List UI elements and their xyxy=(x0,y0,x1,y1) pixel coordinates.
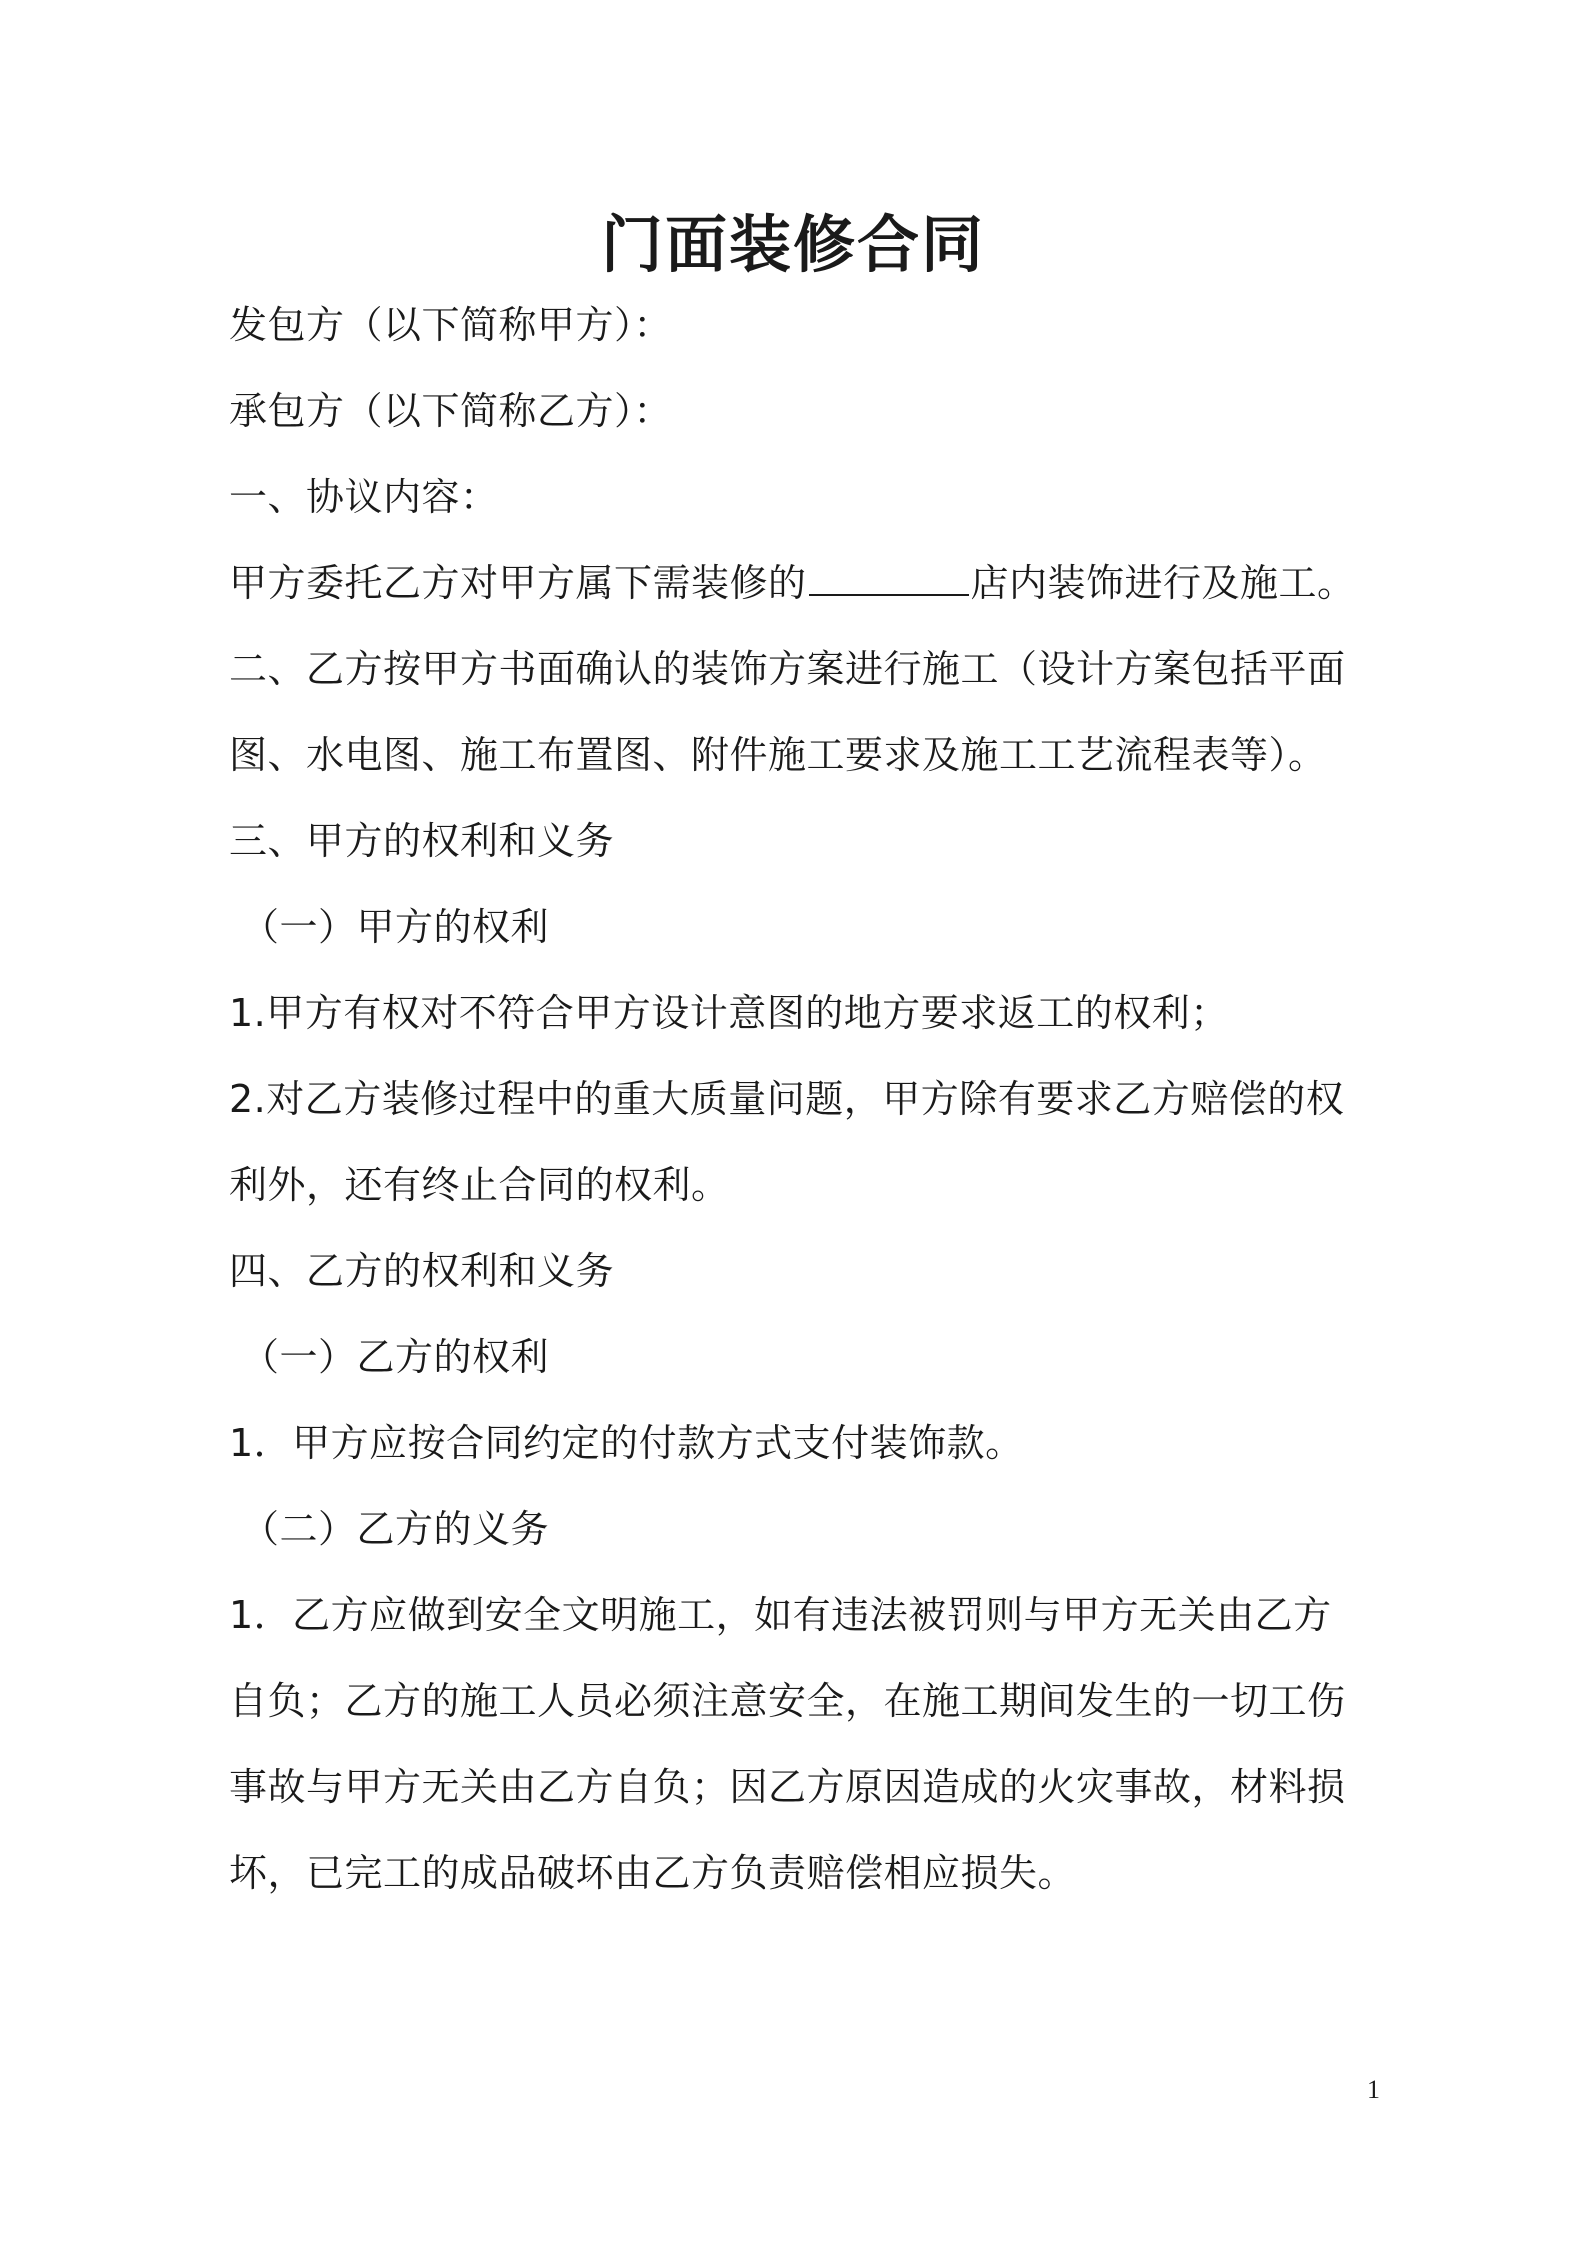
section-3-heading: 三、甲方的权利和义务 xyxy=(229,819,615,863)
party-b-obligation-1-line-1: 1．乙方应做到安全文明施工，如有违法被罚则与甲方无关由乙方 xyxy=(229,1593,1332,1637)
party-b-line: 承包方（以下简称乙方）： xyxy=(229,389,673,433)
section-1-heading: 一、协议内容： xyxy=(229,475,499,519)
section-4-heading: 四、乙方的权利和义务 xyxy=(229,1249,615,1293)
section-2-line-1: 二、乙方按甲方书面确认的装饰方案进行施工（设计方案包括平面 xyxy=(229,647,1346,691)
party-b-obligation-1-line-2: 自负；乙方的施工人员必须注意安全，在施工期间发生的一切工伤 xyxy=(229,1679,1346,1723)
party-a-right-2-line-2: 利外，还有终止合同的权利。 xyxy=(229,1163,730,1207)
page-number: 1 xyxy=(1367,2075,1380,2104)
agreement-text-after-blank: 店内装饰进行及施工。 xyxy=(970,561,1356,605)
agreement-content-line xyxy=(229,540,1389,626)
document-title: 门面装修合同 xyxy=(600,208,985,281)
document-body xyxy=(229,282,1389,1916)
party-a-right-2-line-1: 2.对乙方装修过程中的重大质量问题，甲方除有要求乙方赔偿的权 xyxy=(229,1077,1345,1121)
party-b-rights-heading: （一）乙方的权利 xyxy=(241,1335,550,1379)
shop-name-blank[interactable] xyxy=(809,564,969,596)
party-b-right-1: 1．甲方应按合同约定的付款方式支付装饰款。 xyxy=(229,1421,1024,1465)
party-b-obligation-1-line-4: 坏，已完工的成品破坏由乙方负责赔偿相应损失。 xyxy=(229,1851,1077,1895)
party-a-right-1: 1.甲方有权对不符合甲方设计意图的地方要求返工的权利； xyxy=(229,991,1229,1035)
party-b-obligations-heading: （二）乙方的义务 xyxy=(241,1507,550,1551)
party-a-rights-heading: （一）甲方的权利 xyxy=(241,905,550,949)
agreement-text-before-blank: 甲方委托乙方对甲方属下需装修的 xyxy=(229,561,807,605)
party-b-obligation-1-line-3: 事故与甲方无关由乙方自负；因乙方原因造成的火灾事故，材料损 xyxy=(229,1765,1346,1809)
section-2-line-2: 图、水电图、施工布置图、附件施工要求及施工工艺流程表等）。 xyxy=(229,733,1327,777)
party-a-line: 发包方（以下简称甲方）： xyxy=(229,303,673,347)
